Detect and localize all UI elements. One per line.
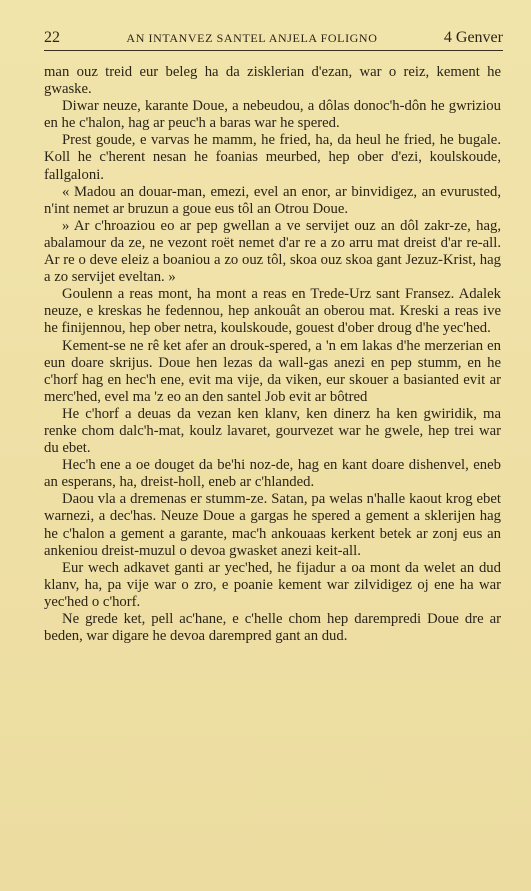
paragraph-2: Diwar neuze, karante Doue, a nebeudou, a dôlas donoc'h-dôn he gwriziou en he c'halon, hag ar peuc'h a baras war he spered. <box>44 98 501 132</box>
paragraph-11: Eur wech adkavet ganti ar yec'hed, he fijadur a oa mont da welet an dud klanv, ha, pa vije war o zro, e poanie kement war zilvidigez oj ene ha war yec'hed o c'horf. <box>44 559 501 610</box>
paragraph-9: Hec'h ene a oe douget da be'hi noz-de, hag en kant doare dishenvel, eneb an esperans, ha, dreist-holl, eneb ar c'hlanded. <box>44 457 501 491</box>
header-date: 4 Genver <box>443 29 503 46</box>
running-title: AN INTANVEZ SANTEL ANJELA FOLIGNO <box>126 31 378 45</box>
paragraph-5: » Ar c'hroaziou eo ar pep gwellan a ve servijet ouz an dôl zakr-ze, hag, abalamour da ze, ne vezont roët nemet d'ar re a zo arru mat dreist d'ar re-all. Ar re o deve eleiz a boaniou a zo ouz tôl, skoa ouz skoa gant Jezuz-Krist, hag a zo servijet eveltan. » <box>44 217 501 286</box>
paragraph-3: Prest goude, e varvas he mamm, he fried, ha, da heul he fried, he bugale. Koll he c'herent nesan he foanias meurbed, hep ober d'ezi, koulskoude, fallgaloni. <box>44 132 501 183</box>
body-text <box>44 64 501 645</box>
page-header <box>44 29 503 47</box>
paragraph-1: man ouz treid eur beleg ha da zisklerian d'ezan, war o reiz, kement he gwaske. <box>44 64 501 98</box>
paragraph-10: Daou vla a dremenas er stumm-ze. Satan, pa welas n'halle kaout krog ebet warnezi, a dec'has. Neuze Doue a gargas he spered a gement a sklerijen hag he c'halon a gement a garante, mac'h ankouaas kerkent betek ar zonj eus an ankeniou dreist-muzul o devoa gwasket anezi keit-all. <box>44 491 501 559</box>
paragraph-4: « Madou an douar-man, emezi, evel an enor, ar binvidigez, an evurusted, n'int nemet ar bruzun a goue eus tôl an Otrou Doue. <box>44 183 501 217</box>
paragraph-8: He c'horf a deuas da vezan ken klanv, ken dinerz ha ken gwiridik, ma renke chom dalc'h-mat, koulz lavaret, gourvezet war he gwele, hep trei war du ebet. <box>44 405 501 457</box>
header-rule <box>44 50 503 51</box>
page-number: 22 <box>44 29 60 46</box>
paragraph-7: Kement-se ne rê ket afer an drouk-spered, a 'n em lakas d'he merzerian en eun doare skrijus. Doue hen lezas da wall-gas anezi en pep stumm, en he c'horf hag en hec'h ene, evit ma vije, da viken, eur skouer a basianted evit ar merc'hed, evel ma 'z eo an den santel Job evit ar bôtred <box>44 337 501 405</box>
paragraph-12: Ne grede ket, pell ac'hane, e c'helle chom hep darempredi Doue dre ar beden, war digare he devoa darempred gant an dud. <box>44 611 501 645</box>
paragraph-6: Goulenn a reas mont, ha mont a reas en Trede-Urz sant Fransez. Adalek neuze, e kreskas he fedennou, hep ankouât an oberou mat. Kreski a reas ive he finijennou, hep ober netra, koulskoude, gouest d'ober droug d'he yec'hed. <box>44 286 501 337</box>
